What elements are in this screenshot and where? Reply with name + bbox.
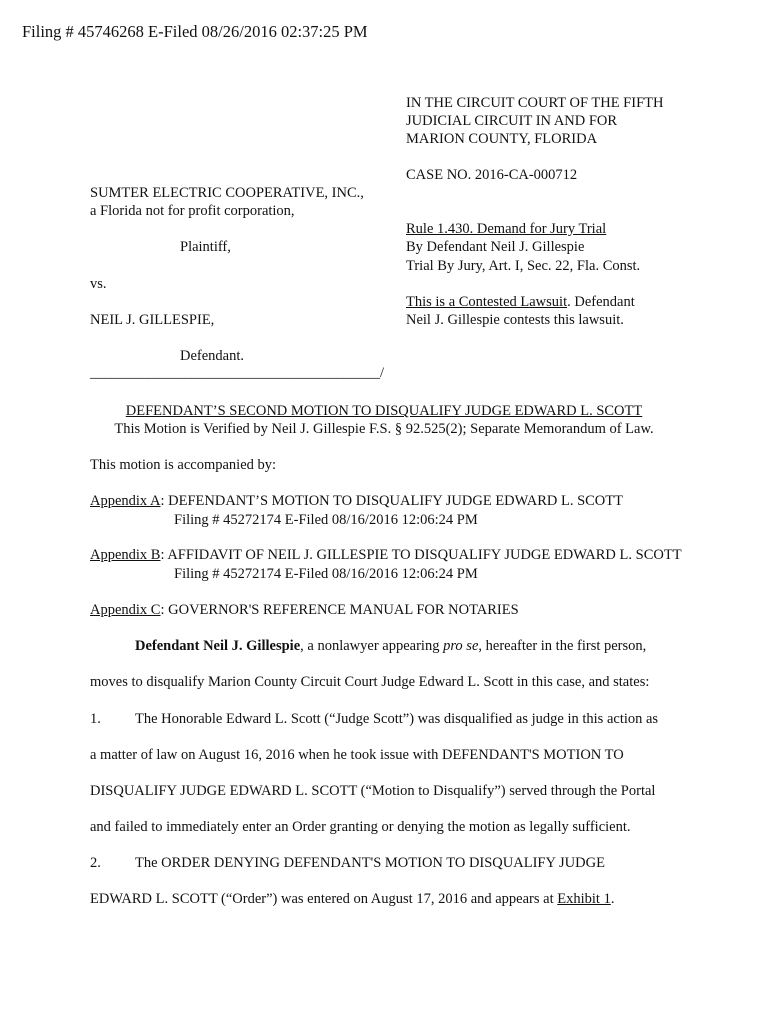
paragraph-1-line-4: and failed to immediately enter an Order granting or denying the motion as legally sufficient. [90, 819, 631, 835]
court-line-1: IN THE CIRCUIT COURT OF THE FIFTH [406, 95, 664, 111]
appendix-a-label: Appendix A [90, 493, 161, 509]
signature-line: ________________________________________/ [90, 365, 385, 381]
plaintiff-description: a Florida not for profit corporation, [90, 203, 295, 219]
appendix-b-text: : AFFIDAVIT OF NEIL J. GILLESPIE TO DISQUALIFY JUDGE EDWARD L. SCOTT [160, 547, 682, 563]
defendant-name-bold: Defendant Neil J. Gillespie [135, 638, 301, 654]
paragraph-2-line-1: The ORDER DENYING DEFENDANT'S MOTION TO DISQUALIFY JUDGE [135, 855, 605, 871]
paragraph-1-line-2: a matter of law on August 16, 2016 when he took issue with DEFENDANT'S MOTION TO [90, 747, 624, 763]
paragraph-2-text: EDWARD L. SCOTT (“Order”) was entered on August 17, 2016 and appears at [90, 891, 558, 907]
contested-lawsuit-underlined: This is a Contested Lawsuit [406, 294, 568, 310]
appendix-a-filing: Filing # 45272174 E-Filed 08/16/2016 12:06:24 PM [174, 512, 478, 528]
plaintiff-name: SUMTER ELECTRIC COOPERATIVE, INC., [90, 185, 364, 201]
trial-by-jury-line: Trial By Jury, Art. I, Sec. 22, Fla. Const. [406, 258, 641, 274]
paragraph-1-line-1: The Honorable Edward L. Scott (“Judge Scott”) was disqualified as judge in this action as [135, 711, 659, 727]
court-line-2: JUDICIAL CIRCUIT IN AND FOR [406, 113, 618, 129]
defendant-name: NEIL J. GILLESPIE, [90, 312, 215, 328]
appendix-b [90, 546, 682, 564]
filing-header: Filing # 45746268 E-Filed 08/26/2016 02:37:25 PM [22, 22, 368, 41]
motion-title: DEFENDANT’S SECOND MOTION TO DISQUALIFY JUDGE EDWARD L. SCOTT [125, 403, 643, 419]
appendix-c [90, 601, 519, 619]
accompanied-line: This motion is accompanied by: [90, 457, 277, 473]
appendix-a-text: : DEFENDANT’S MOTION TO DISQUALIFY JUDGE EDWARD L. SCOTT [160, 493, 623, 509]
intro-line-1 [135, 637, 646, 655]
paragraph-1-number: 1. [90, 711, 101, 727]
intro-line-2: moves to disqualify Marion County Circuit Court Judge Edward L. Scott in this case, and states: [90, 674, 650, 690]
contested-line-2: Neil J. Gillespie contests this lawsuit. [406, 312, 624, 328]
paragraph-2-end: . [610, 891, 615, 907]
plaintiff-role: Plaintiff, [180, 239, 231, 255]
appendix-a [90, 492, 623, 510]
demand-by-line: By Defendant Neil J. Gillespie [406, 239, 585, 255]
case-number: CASE NO. 2016-CA-000712 [406, 167, 578, 183]
intro-text-1: , a nonlawyer appearing [300, 638, 444, 654]
appendix-b-label: Appendix B [90, 547, 161, 563]
intro-text-2: , hereafter in the first person, [478, 638, 647, 654]
contested-rest: . Defendant [567, 294, 635, 310]
appendix-b-filing: Filing # 45272174 E-Filed 08/16/2016 12:06:24 PM [174, 566, 478, 582]
paragraph-2-line-2 [90, 890, 614, 908]
exhibit-1-link[interactable]: Exhibit 1 [557, 891, 611, 907]
motion-subtitle: This Motion is Verified by Neil J. Gillespie F.S. § 92.525(2); Separate Memorandum of Law. [114, 421, 654, 437]
appendix-c-text: : GOVERNOR'S REFERENCE MANUAL FOR NOTARIES [160, 602, 519, 618]
paragraph-2-number: 2. [90, 855, 101, 871]
rule-line: Rule 1.430. Demand for Jury Trial [406, 221, 607, 237]
paragraph-1-line-3: DISQUALIFY JUDGE EDWARD L. SCOTT (“Motion to Disqualify”) served through the Portal [90, 783, 656, 799]
pro-se-italic: pro se [443, 638, 479, 654]
versus: vs. [90, 276, 107, 292]
defendant-role: Defendant. [180, 348, 245, 364]
contested-line [406, 293, 635, 311]
appendix-c-label: Appendix C [90, 602, 161, 618]
court-line-3: MARION COUNTY, FLORIDA [406, 131, 598, 147]
